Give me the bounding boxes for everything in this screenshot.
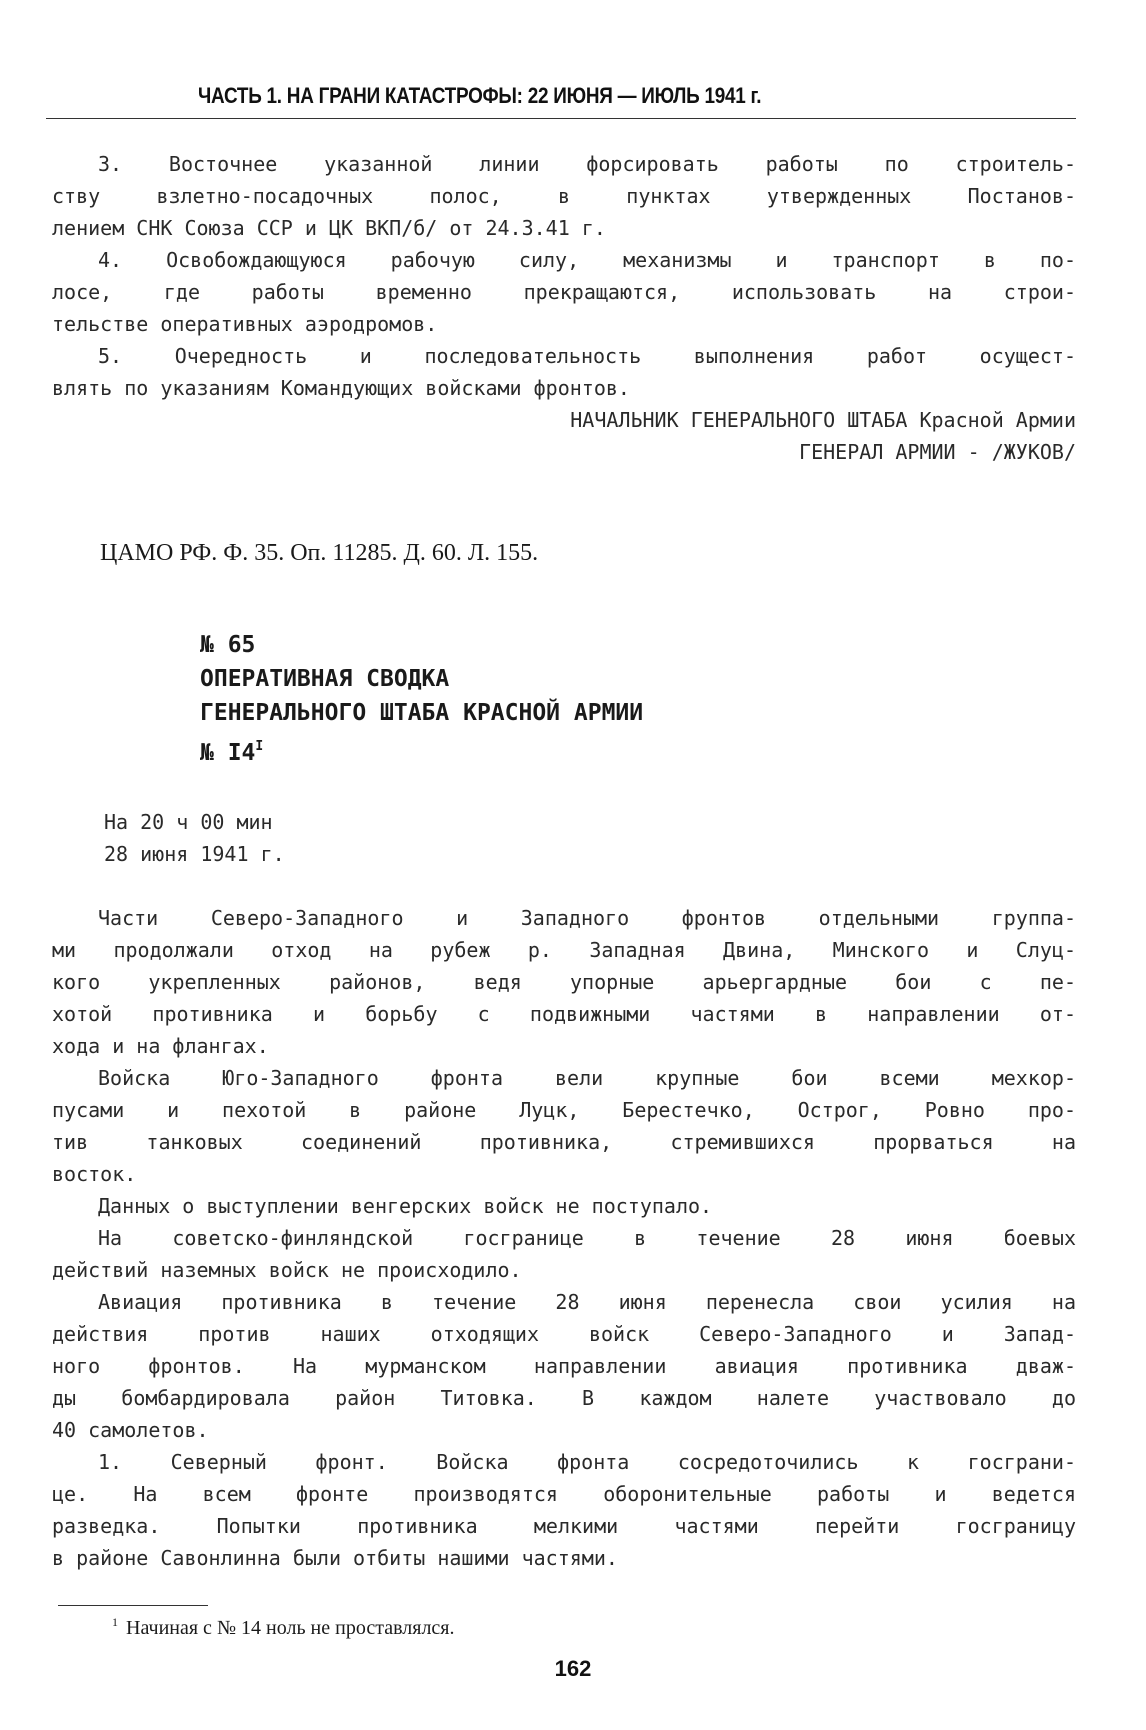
report-time: На 20 ч 00 мин <box>104 810 273 834</box>
report-body-line: 1. Северный фронт. Войска фронта сосредоточились к госграни- <box>98 1450 1076 1474</box>
summary-number <box>200 730 643 770</box>
order-text-line: лением СНК Союза ССР и ЦК ВКП/б/ от 24.3.41 г. <box>52 216 606 240</box>
report-body-line: ды бомбардировала район Титовка. В каждом налете участвовало до <box>52 1386 1076 1410</box>
report-body-line: разведка. Попытки противника мелкими частями перейти госграницу <box>52 1514 1076 1538</box>
order-text-line: ству взлетно-посадочных полос, в пунктах утвержденных Постанов- <box>52 184 1076 208</box>
report-body-line: це. На всем фронте производятся оборонительные работы и ведется <box>52 1482 1076 1506</box>
archive-reference: ЦАМО РФ. Ф. 35. Оп. 11285. Д. 60. Л. 155. <box>100 540 539 566</box>
order-text-line: тельстве оперативных аэродромов. <box>52 312 438 336</box>
signature-block <box>52 404 1076 468</box>
report-body-line: Части Северо-Западного и Западного фронтов отдельными группа- <box>98 906 1076 930</box>
order-text <box>52 148 1076 404</box>
header-divider <box>46 118 1076 119</box>
report-body-line: ного фронтов. На мурманском направлении авиация противника дваж- <box>52 1354 1076 1378</box>
report-body-line: Данных о выступлении венгерских войск не поступало. <box>98 1194 713 1218</box>
order-text-line: лосе, где работы временно прекращаются, использовать на строи- <box>52 280 1076 304</box>
footnote-text: Начиная с № 14 ноль не проставлялся. <box>126 1617 455 1639</box>
order-text-line: 4. Освобождающуюся рабочую силу, механизмы и транспорт в по- <box>98 248 1076 272</box>
footnote <box>112 1615 455 1640</box>
report-body-line: в районе Савонлинна были отбиты нашими частями. <box>52 1546 618 1570</box>
report-body-line: хотой противника и борьбу с подвижными частями в направлении от- <box>52 1002 1076 1026</box>
report-body <box>52 902 1076 1574</box>
report-body-line: действия против наших отходящих войск Северо-Западного и Запад- <box>52 1322 1076 1346</box>
page-number: 162 <box>554 1656 592 1681</box>
order-text-line: влять по указаниям Командующих войсками фронтов. <box>52 376 630 400</box>
report-body-line: хода и на флангах. <box>52 1034 269 1058</box>
footnote-mark: 1 <box>112 1615 118 1629</box>
report-body-line: пусами и пехотой в районе Луцк, Берестечко, Острог, Ровно про- <box>52 1098 1076 1122</box>
document-heading <box>200 628 643 770</box>
order-text-line: 3. Восточнее указанной линии форсировать работы по строитель- <box>98 152 1076 176</box>
report-body-line: Авиация противника в течение 28 июня перенесла свои усилия на <box>98 1290 1076 1314</box>
running-head: ЧАСТЬ 1. НА ГРАНИ КАТАСТРОФЫ: 22 ИЮНЯ — ИЮЛЬ 1941 г. <box>198 83 762 108</box>
summary-number-text: № I4 <box>200 740 256 766</box>
report-body-line: ми продолжали отход на рубеж р. Западная Двина, Минского и Слуц- <box>52 938 1076 962</box>
document-number: № 65 <box>200 632 256 658</box>
report-body-line: 40 самолетов. <box>52 1418 209 1442</box>
report-body-line: восток. <box>52 1162 137 1186</box>
footnote-divider <box>58 1605 208 1606</box>
report-body-line: действий наземных войск не происходило. <box>52 1258 522 1282</box>
report-body-line: На советско-финляндской госгранице в течение 28 июня боевых <box>98 1226 1076 1250</box>
signature-line-1: НАЧАЛЬНИК ГЕНЕРАЛЬНОГО ШТАБА Красной Армии <box>570 408 1076 432</box>
report-date: 28 июня 1941 г. <box>104 842 285 866</box>
document-title-line-2: ГЕНЕРАЛЬНОГО ШТАБА КРАСНОЙ АРМИИ <box>200 700 644 726</box>
report-body-line: тив танковых соединений противника, стремившихся прорваться на <box>52 1130 1076 1154</box>
report-body-line: кого укрепленных районов, ведя упорные арьергардные бои с пе- <box>52 970 1076 994</box>
document-title-line-1: ОПЕРАТИВНАЯ СВОДКА <box>200 666 450 692</box>
report-body-line: Войска Юго-Западного фронта вели крупные бои всеми мехкор- <box>98 1066 1076 1090</box>
footnote-reference: I <box>255 739 264 754</box>
order-text-line: 5. Очередность и последовательность выполнения работ осущест- <box>98 344 1076 368</box>
date-block <box>104 806 285 870</box>
signature-line-2: ГЕНЕРАЛ АРМИИ - /ЖУКОВ/ <box>799 440 1076 464</box>
